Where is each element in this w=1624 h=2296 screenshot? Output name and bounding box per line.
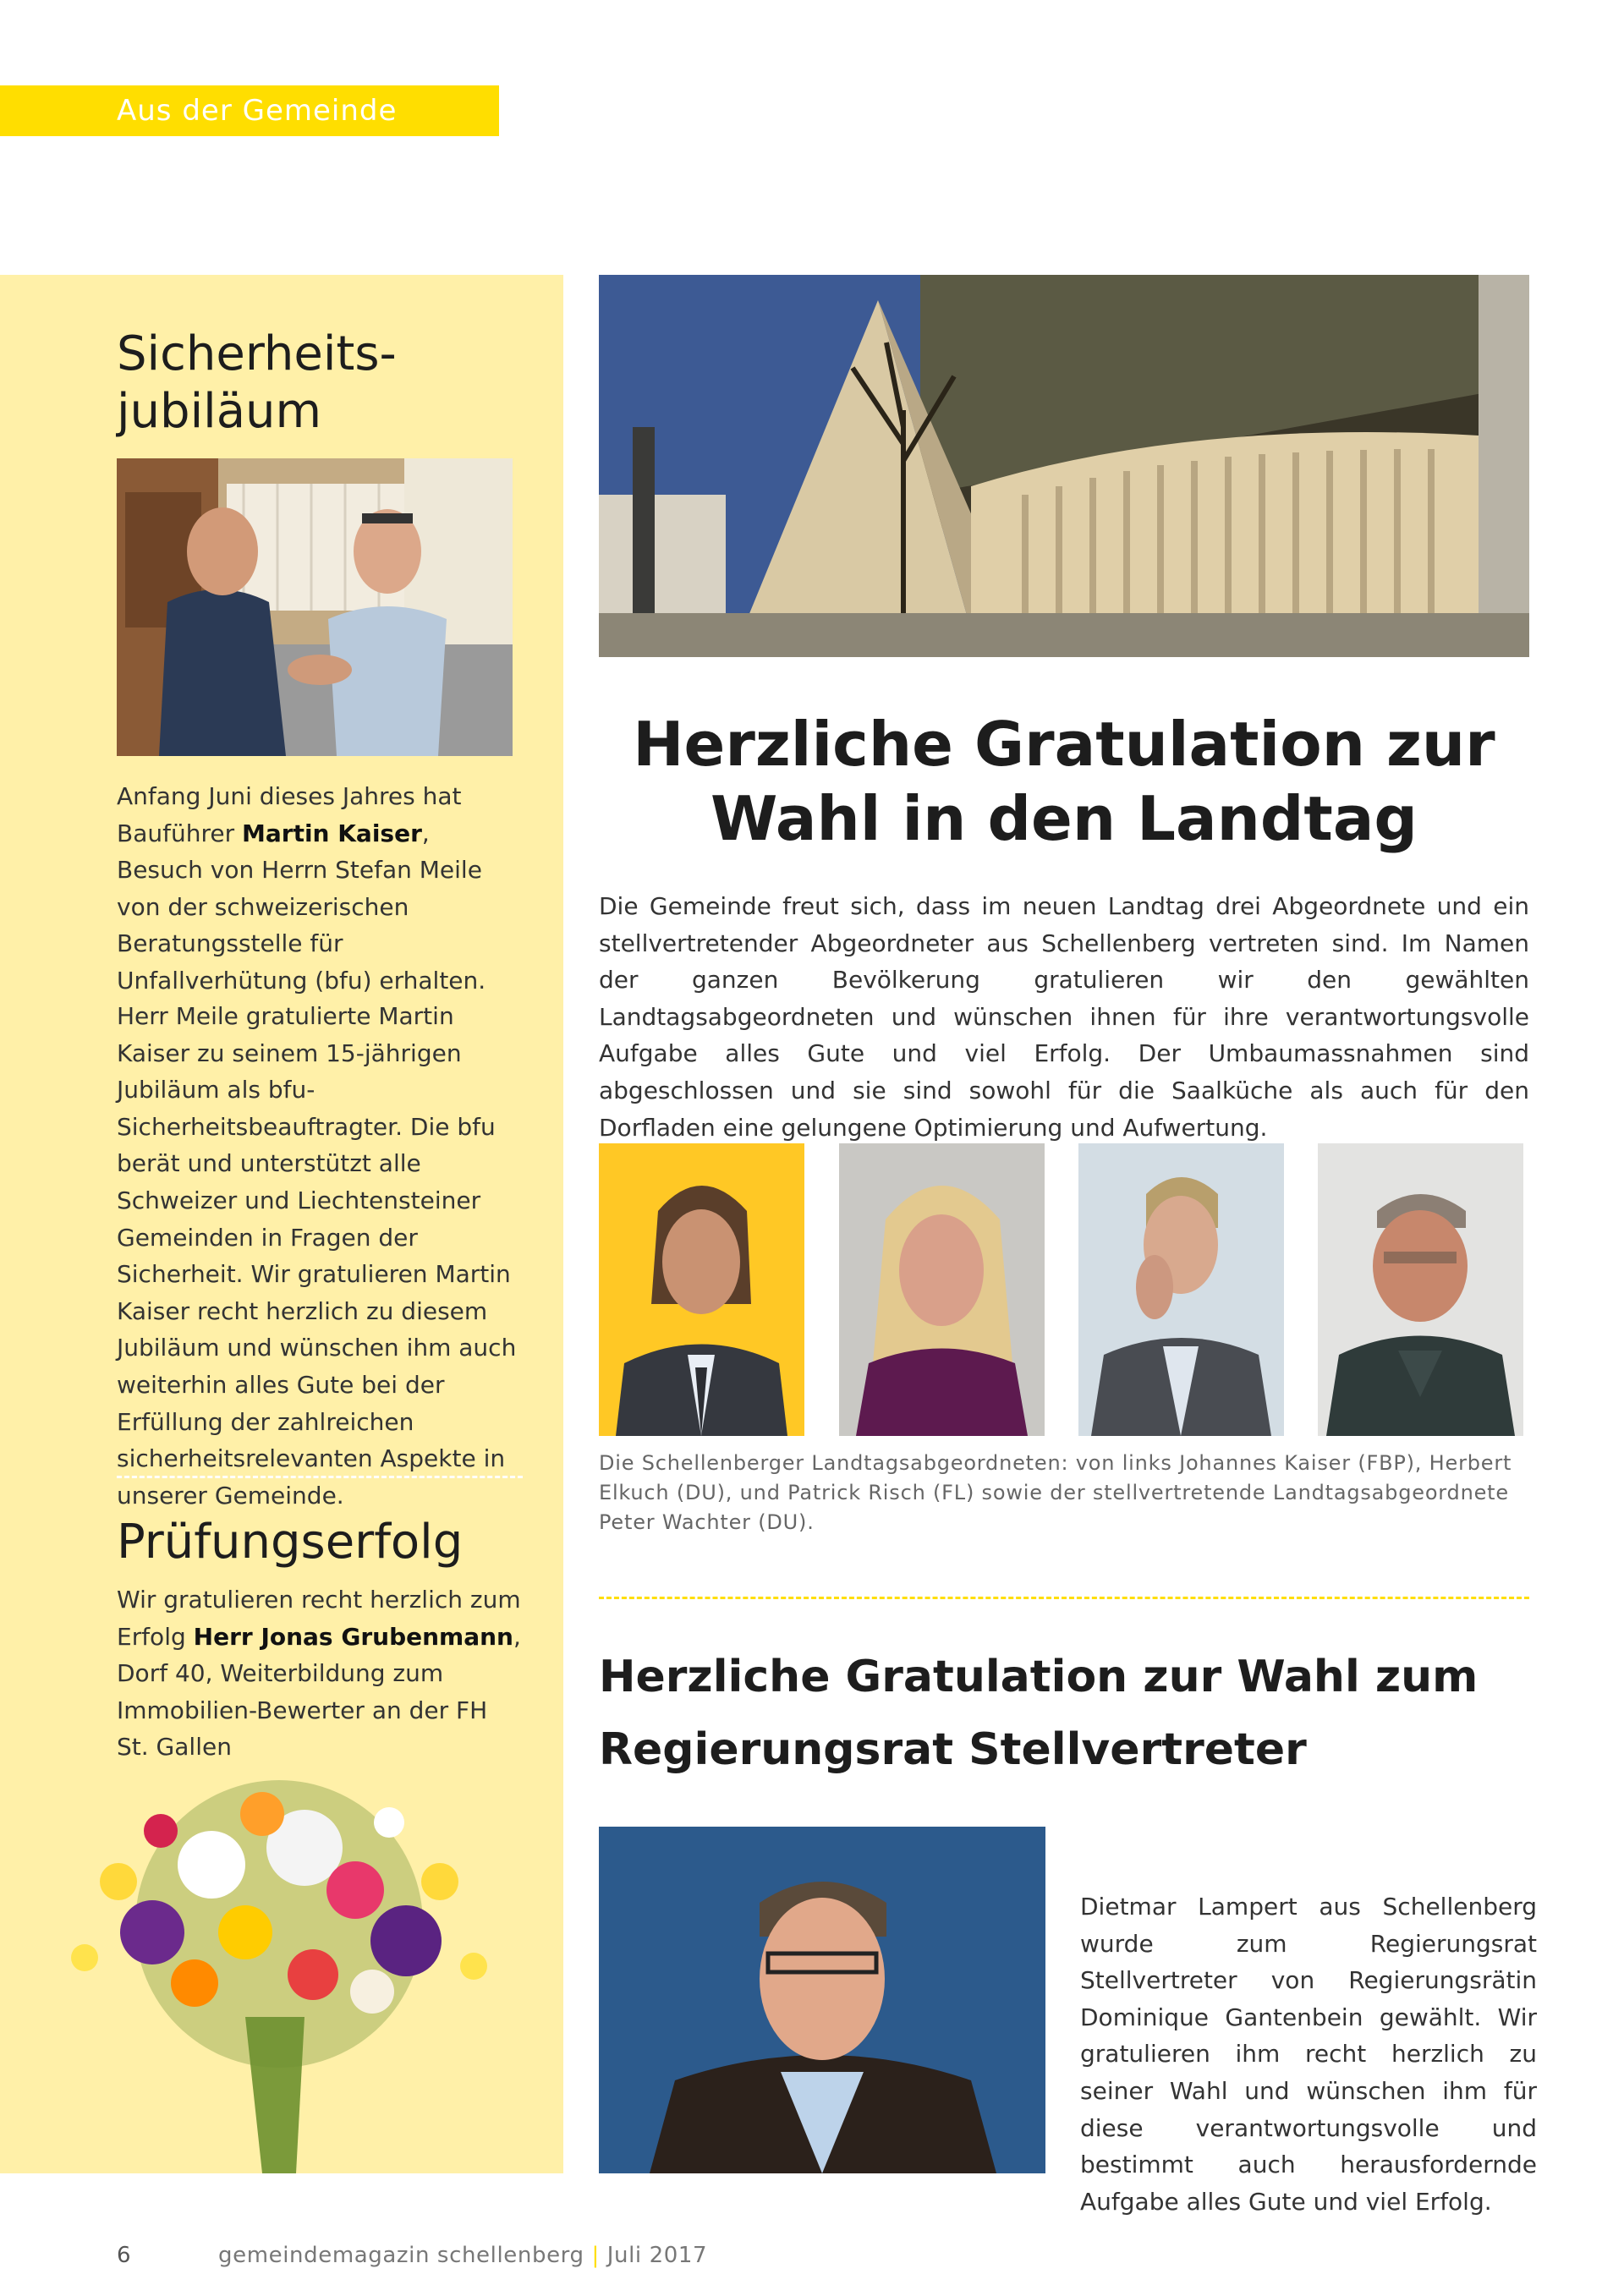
sidebar-title: Sicherheits- jubiläum [117, 326, 397, 439]
portrait-peter-wachter [1318, 1143, 1523, 1436]
highlighted-name: Martin Kaiser [242, 819, 422, 847]
page-number: 6 [117, 2243, 132, 2268]
footer-separator: | [591, 2243, 600, 2268]
portrait-caption: Die Schellenberger Landtagsabgeordneten: von links Johannes Kaiser (FBP), Herbert Elkuch (DU), und Patrick Risch (FL) sowie der stellvertretende Landtagsabgeordnete Peter Wachter (DU). [599, 1451, 1512, 1534]
landtag-building-photo [599, 275, 1529, 657]
sidebar-paragraph-3: Wir gratulieren recht herzlich zum Erfolg Herr Jonas Grubenmann, Dorf 40, Weiterbildung zum Immobilien-Bewerter an der FH St. Gallen [117, 1586, 521, 1762]
section-label: Aus der Gemeinde [117, 94, 398, 128]
portrait-patrick-risch [1078, 1143, 1284, 1436]
handshake-photo [117, 458, 513, 756]
highlighted-name-2: Herr Jonas Grubenmann [193, 1622, 513, 1651]
sidebar-paragraph-2: Herr Meile gratulierte Martin Kaiser zu seinem 15-jährigen Jubiläum als bfu-Sicherheitsbeauftragter. Die bfu berät und unterstützt alle Schweizer und Liechtensteiner Gemeinden in Fragen der Sicherheit. Wir gratulieren Martin Kaiser recht herzlich zu diesem Jubiläum und wünschen ihm auch weiterhin alles Gute bei der Erfüllung der zahlreichen sicherheitsrelevanten Aspekte in unserer Gemeinde. [117, 1002, 517, 1510]
main-headline: Herzliche Gratulation zur Wahl in den Landtag [633, 709, 1495, 854]
section-tag [0, 85, 499, 136]
main-paragraph: Die Gemeinde freut sich, dass im neuen Landtag drei Abgeordnete und ein stellvertretender Abgeordneter aus Schellenberg vertreten sind. Im Namen der ganzen Bevölkerung gratulieren wir den gewählten Landtagsabgeordneten und wünschen ihnen für ihre verantwortungsvolle Aufgabe alles Gute und viel Erfolg. Der Umbaumassnahmen sind abgeschlossen und sie sind sowohl für die Saalküche als auch für den Dorfladen eine gelungene Optimierung und Aufwertung. [599, 892, 1529, 1142]
main-divider [599, 1597, 1529, 1599]
portrait-johannes-kaiser [599, 1143, 804, 1436]
sidebar-title-2: Prüfungserfolg [117, 1515, 464, 1570]
portrait-herbert-elkuch [839, 1143, 1045, 1436]
footer-magazine: gemeindemagazin schellenberg | Juli 2017 [218, 2243, 708, 2268]
regierungsrat-paragraph: Dietmar Lampert aus Schellenberg wurde zum Regierungsrat Stellvertreter von Regierungsrätin Dominique Gantenbein gewählt. Wir gratulieren ihm recht herzlich zu seiner Wahl und wünschen ihm für diese verantwortungsvolle und bestimmt auch herausfordernde Aufgabe alles Gute und viel Erfolg. [1080, 1893, 1537, 2216]
portrait-dietmar-lampert [599, 1827, 1045, 2173]
flower-bouquet-image [51, 1763, 508, 2173]
sidebar-paragraph-1: Anfang Juni dieses Jahres hat Bauführer Martin Kaiser, Besuch von Herrn Stefan Meile von der schweizerischen Beratungsstelle für Unfallverhütung (bfu) erhalten. [117, 782, 486, 995]
regierungsrat-headline: Herzliche Gratulation zur Wahl zum Regierungsrat Stellvertreter [599, 1652, 1479, 1775]
sidebar-divider [117, 1476, 523, 1478]
